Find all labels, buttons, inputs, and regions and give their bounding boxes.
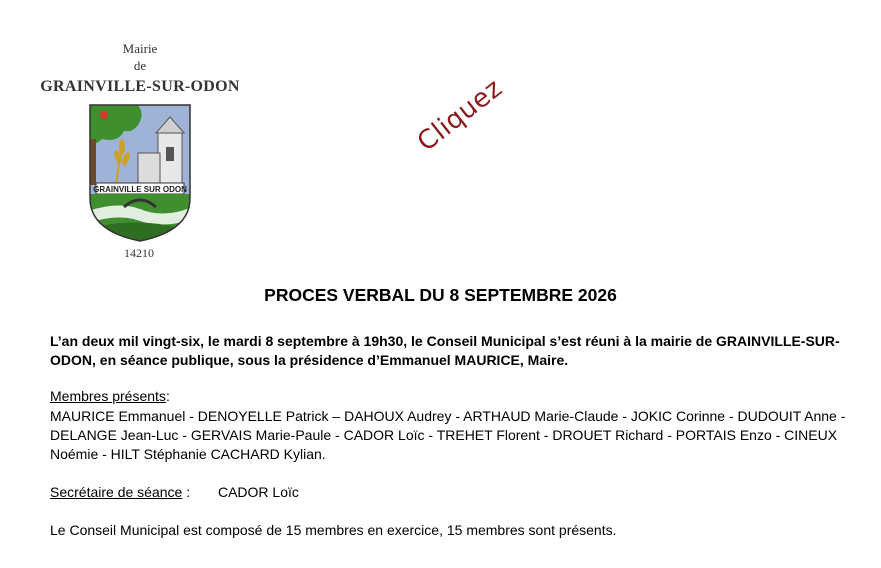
crest-banner-text: GRAINVILLE SUR ODON (93, 185, 187, 194)
town-crest-logo (88, 103, 192, 243)
members-list: MAURICE Emmanuel - DENOYELLE Patrick – DAHOUX Audrey - ARTHAUD Marie-Claude - JOKIC Corinne - DUDOUIT Anne - DELANGE Jean-Luc - GERVAIS Marie-Paule - CADOR Loïc - TREHET Florent - DROUET Richard - PORTAIS Enzo - CINEUX Noémie - HILT Stéphanie CACHARD Kylian. (50, 408, 846, 462)
secretary-row (50, 484, 299, 500)
secretary-name: CADOR Loïc (217, 484, 299, 500)
members-colon: : (165, 388, 170, 404)
secretary-label: Secrétaire de séance (50, 484, 183, 500)
de-label: de (133, 58, 147, 73)
members-label: Membres présents (50, 388, 166, 404)
mairie-header (20, 40, 260, 96)
intro-paragraph: L’an deux mil vingt-six, le mardi 8 septembre à 19h30, le Conseil Municipal s’est réuni à la mairie de GRAINVILLE-SUR-ODON, en séance publique, sous la présidence d’Emmanuel MAURICE, Maire. (50, 333, 840, 368)
postal-code: 14210 (124, 246, 154, 260)
document-title: PROCES VERBAL DU 8 SEPTEMBRE 2026 (264, 285, 617, 305)
members-present-heading (50, 388, 170, 404)
mairie-label: Mairie (122, 41, 158, 56)
cliquez-link[interactable]: Cliquez (412, 73, 509, 158)
secretary-colon: : (182, 484, 191, 500)
council-composition: Le Conseil Municipal est composé de 15 membres en exercice, 15 membres sont présents. (50, 522, 617, 538)
town-name: GRAINVILLE-SUR-ODON (40, 78, 240, 95)
